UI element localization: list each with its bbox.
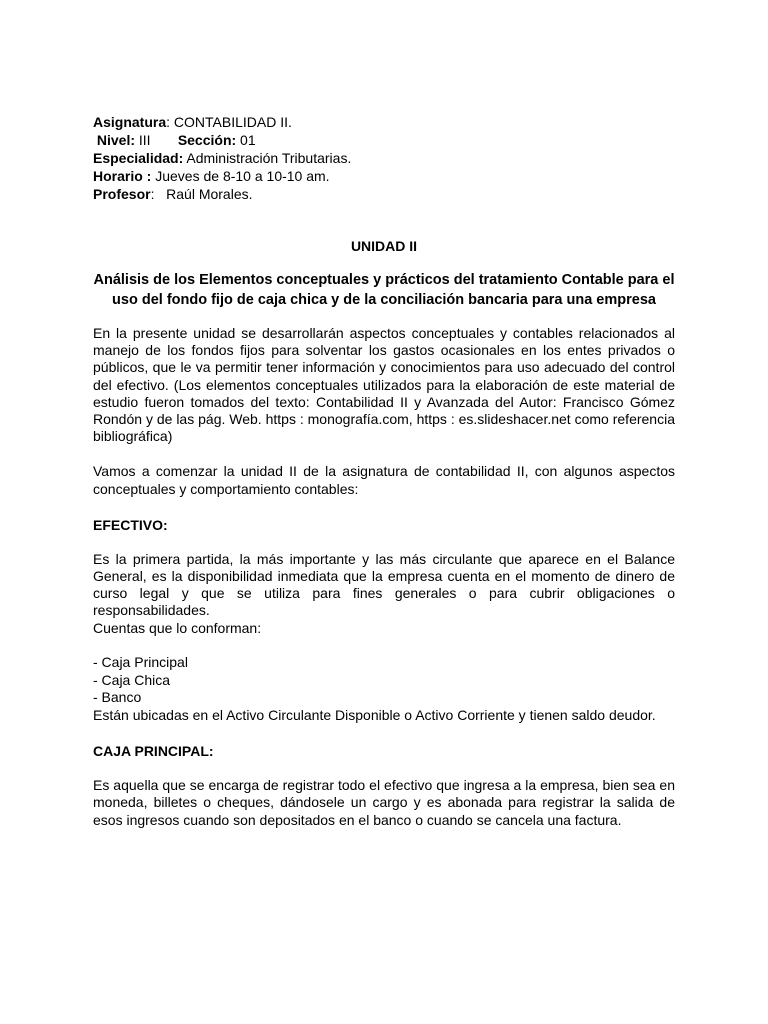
list-item: - Banco [93, 689, 142, 706]
asignatura-value: : CONTABILIDAD II. [166, 114, 292, 130]
efectivo-heading: EFECTIVO: [93, 516, 168, 533]
asignatura-label: Asignatura [93, 114, 167, 130]
comenzar-paragraph: Vamos a comenzar la unidad II de la asignatura de contabilidad II, con algunos aspectos conceptuales y comportamiento contables: [93, 463, 675, 497]
list-item: - Caja Principal [93, 654, 188, 671]
asignatura-line [93, 113, 675, 131]
document-title: Análisis de los Elementos conceptuales y prácticos del tratamiento Contable para el uso del fondo fijo de caja chica y de la conciliación bancaria para una empresa [93, 272, 675, 308]
cuentas-line: Cuentas que lo conforman: [93, 619, 262, 636]
horario-line [93, 167, 675, 185]
especialidad-label: Especialidad: [93, 150, 184, 166]
nivel-line [93, 131, 675, 149]
profesor-line [93, 185, 675, 203]
cuentas-list [93, 654, 675, 707]
horario-label: Horario : [93, 168, 152, 184]
intro-paragraph: En la presente unidad se desarrollarán aspectos conceptuales y contables relacionados al manejo de los fondos fijos para solventar los gastos ocasionales en los entes privados o públicos, que le va permitir tener información y conocimientos para uso adecuado del control del efectivo. (Los elementos conceptuales utilizados para la elaboración de este material de estudio fueron tomados del texto: Contabilidad II y Avanzada del Autor: Francisco Gómez Rondón y de las pág. Web. https : monografía.com, https : es.slideshacer.net como referencia bibliográfica) [93, 325, 675, 445]
efectivo-paragraph: Es la primera partida, la más importante y las más circulante que aparece en el Balance General, es la disponibilidad inmediata que la empresa cuenta en el momento de dinero de curso legal y que se utiliza para fines generales o para cubrir obligaciones o responsabilidades. [93, 550, 675, 619]
nivel-value: III [135, 132, 151, 148]
ubicacion-line: Están ubicadas en el Activo Circulante Disponible o Activo Corriente y tienen saldo deudor. [93, 706, 656, 723]
especialidad-value: Administración Tributarias. [183, 150, 352, 166]
list-item: - Caja Chica [93, 671, 171, 688]
profesor-value: : Raúl Morales. [150, 186, 253, 202]
unit-heading: UNIDAD II [350, 238, 418, 254]
seccion-label: Sección: [177, 132, 237, 148]
nivel-label: Nivel: [96, 132, 136, 148]
caja-principal-heading: CAJA PRINCIPAL: [93, 743, 214, 760]
profesor-label: Profesor [93, 186, 151, 202]
document-page [93, 113, 675, 829]
especialidad-line [93, 149, 675, 167]
horario-value: Jueves de 8-10 a 10-10 am. [151, 168, 330, 184]
course-header [93, 113, 675, 203]
caja-principal-paragraph: Es aquella que se encarga de registrar todo el efectivo que ingresa a la empresa, bien sea en moneda, billetes o cheques, dándosele un cargo y es abonada para registrar la salida de esos ingresos cuando son depositados en el banco o cuando se cancela una factura. [93, 777, 675, 828]
seccion-value: 01 [236, 132, 256, 148]
